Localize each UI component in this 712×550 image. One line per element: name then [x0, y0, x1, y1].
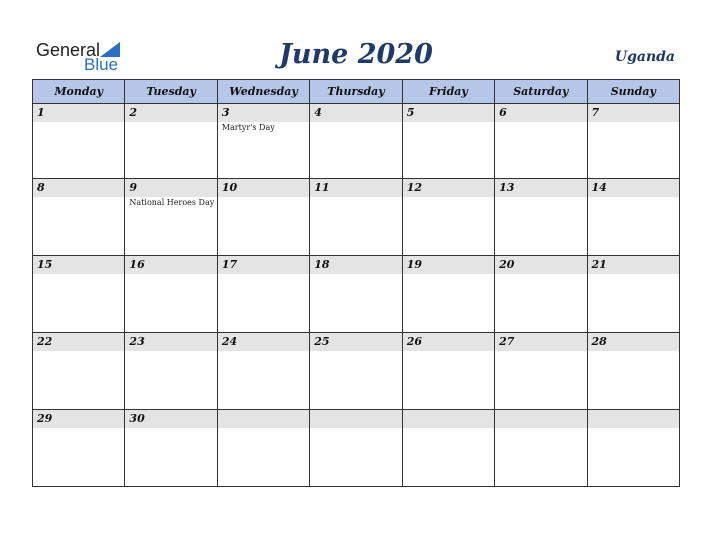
day-number: 3 — [218, 104, 309, 122]
calendar-title: June 2020 — [279, 39, 433, 70]
day-cell — [495, 256, 587, 333]
day-number: 30 — [125, 410, 216, 428]
week-row — [33, 333, 680, 410]
weekday-friday: Friday — [402, 80, 494, 104]
calendar-grid — [32, 79, 680, 487]
day-number: 5 — [403, 104, 494, 122]
day-number — [310, 410, 401, 428]
day-cell — [217, 179, 309, 256]
day-cell — [495, 333, 587, 410]
day-number: 13 — [495, 179, 586, 197]
day-cell — [402, 179, 494, 256]
day-number: 18 — [310, 256, 401, 274]
day-number: 2 — [125, 104, 216, 122]
day-cell — [495, 104, 587, 179]
day-number: 21 — [588, 256, 679, 274]
weekday-tuesday: Tuesday — [125, 80, 217, 104]
day-number: 9 — [125, 179, 216, 197]
day-cell — [402, 256, 494, 333]
logo-text-blue: Blue — [84, 55, 119, 74]
country-name: Uganda — [614, 49, 675, 65]
day-number: 25 — [310, 333, 401, 351]
day-cell — [310, 410, 402, 487]
day-number: 12 — [403, 179, 494, 197]
week-row — [33, 410, 680, 487]
day-cell — [217, 256, 309, 333]
weekday-sunday: Sunday — [587, 80, 679, 104]
weekday-thursday: Thursday — [310, 80, 402, 104]
day-cell — [33, 333, 125, 410]
day-cell — [310, 104, 402, 179]
day-cell — [587, 333, 679, 410]
day-number: 14 — [588, 179, 679, 197]
day-number: 15 — [33, 256, 124, 274]
day-number: 26 — [403, 333, 494, 351]
week-row — [33, 179, 680, 256]
day-number — [218, 410, 309, 428]
day-cell — [402, 410, 494, 487]
holiday-label: National Heroes Day — [129, 198, 215, 207]
day-cell — [587, 256, 679, 333]
weekday-monday: Monday — [33, 80, 125, 104]
day-number: 29 — [33, 410, 124, 428]
day-cell — [310, 256, 402, 333]
day-cell — [402, 104, 494, 179]
day-cell — [33, 179, 125, 256]
day-cell — [125, 256, 217, 333]
day-cell — [125, 410, 217, 487]
day-number: 6 — [495, 104, 586, 122]
day-number: 10 — [218, 179, 309, 197]
day-number: 28 — [588, 333, 679, 351]
day-number: 22 — [33, 333, 124, 351]
weekday-saturday: Saturday — [495, 80, 587, 104]
day-number — [403, 410, 494, 428]
holiday-label: Martyr's Day — [221, 123, 275, 132]
day-cell — [33, 410, 125, 487]
day-cell — [402, 333, 494, 410]
day-cell — [495, 410, 587, 487]
day-number: 17 — [218, 256, 309, 274]
day-cell — [310, 179, 402, 256]
day-cell — [33, 104, 125, 179]
day-cell — [310, 333, 402, 410]
weekday-header-row — [33, 80, 680, 104]
day-number: 27 — [495, 333, 586, 351]
day-cell — [587, 104, 679, 179]
day-number: 19 — [403, 256, 494, 274]
week-row — [33, 104, 680, 179]
day-cell — [217, 333, 309, 410]
day-cell — [217, 410, 309, 487]
day-number — [495, 410, 586, 428]
day-number: 11 — [310, 179, 401, 197]
day-number — [588, 410, 679, 428]
day-number: 16 — [125, 256, 216, 274]
week-row — [33, 256, 680, 333]
day-cell — [33, 256, 125, 333]
day-number: 8 — [33, 179, 124, 197]
day-cell — [125, 104, 217, 179]
day-cell — [125, 333, 217, 410]
logo-text-general: General — [36, 40, 101, 60]
weekday-wednesday: Wednesday — [217, 80, 309, 104]
day-number: 4 — [310, 104, 401, 122]
day-cell — [587, 410, 679, 487]
day-cell — [125, 179, 217, 256]
day-number: 24 — [218, 333, 309, 351]
day-number: 23 — [125, 333, 216, 351]
day-cell — [587, 179, 679, 256]
day-cell — [495, 179, 587, 256]
day-number: 7 — [588, 104, 679, 122]
day-number: 1 — [33, 104, 124, 122]
day-cell — [217, 104, 309, 179]
day-number: 20 — [495, 256, 586, 274]
